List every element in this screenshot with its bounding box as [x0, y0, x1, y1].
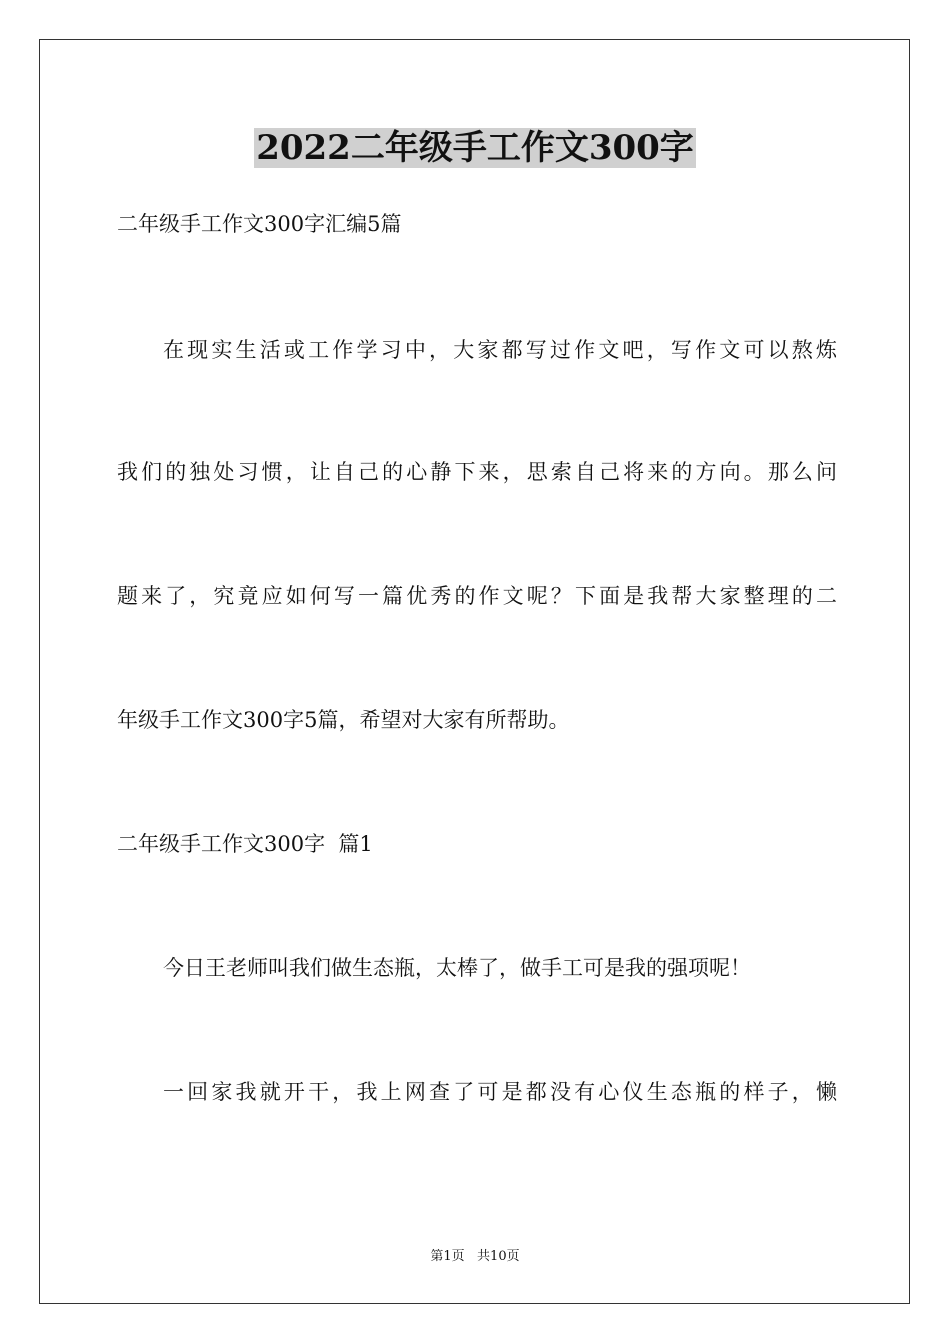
paragraph-line: 今日王老师叫我们做生态瓶，太棒了，做手工可是我的强项呢！ [163, 956, 751, 980]
page-footer: 第1页 共10页 [430, 1249, 520, 1264]
paragraph-line: 年级手工作文300字5篇，希望对大家有所帮助。 [117, 708, 570, 732]
document-title-text: 2022二年级手工作文300字 [256, 128, 694, 168]
paragraph-line: 题来了，究竟应如何写一篇优秀的作文呢？下面是我帮大家整理的二 [117, 584, 837, 608]
subtitle-line: 二年级手工作文300字汇编5篇 [117, 212, 402, 236]
section-heading: 二年级手工作文300字 篇1 [117, 832, 373, 856]
document-title [0, 128, 950, 168]
paragraph-line: 一回家我就开干，我上网查了可是都没有心仪生态瓶的样子，懒 [163, 1080, 837, 1104]
paragraph-line: 在现实生活或工作学习中，大家都写过作文吧，写作文可以熬炼 [163, 338, 837, 362]
paragraph-line: 我们的独处习惯，让自己的心静下来，思索自己将来的方向。那么问 [117, 460, 837, 484]
